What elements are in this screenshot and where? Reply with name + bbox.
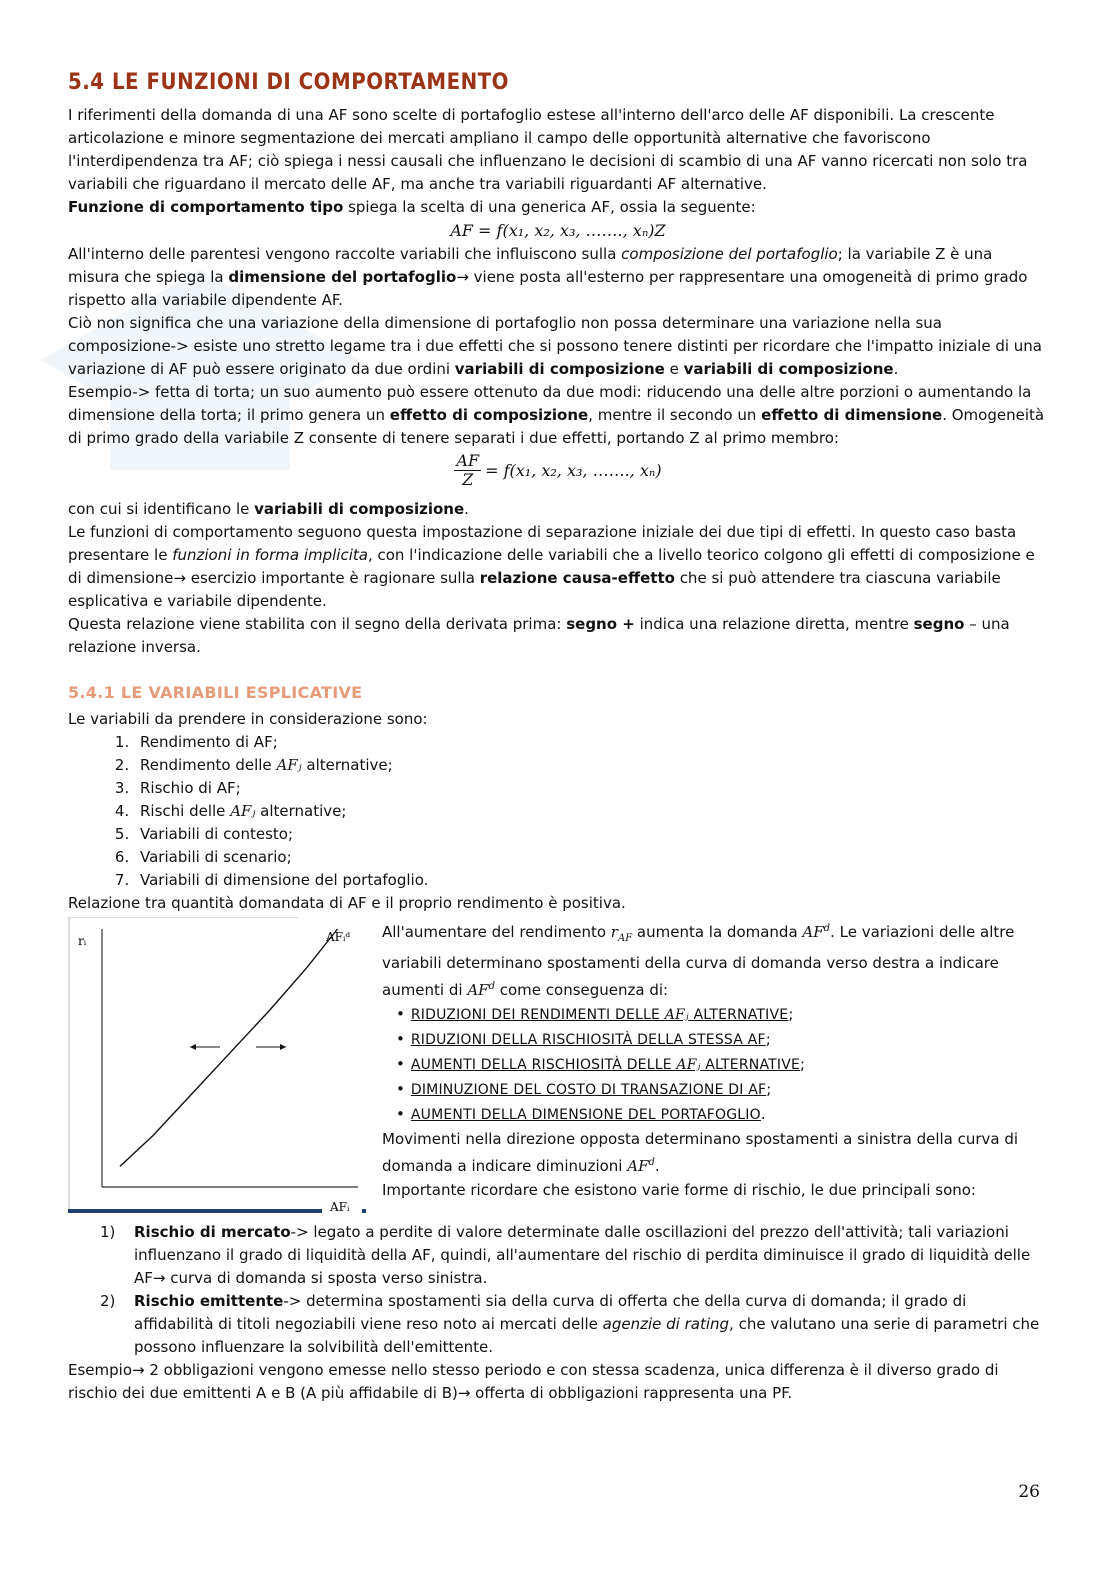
math-AFd	[467, 981, 495, 999]
fraction-denominator: Z	[462, 470, 474, 489]
text-run: Ciò non significa che una variazione della dimensione di portafoglio non possa determinare una variazione nella sua composizione-> esiste uno stretto legame tra i due effetti che si possono tenere distinti per ricordare che l'impatto iniziale di una variazione di AF può essere originato da due ordini	[68, 314, 1042, 378]
closing-example: Esempio→ 2 obbligazioni vengono emesse nello stesso periodo e con stessa scadenza, unica differenza è il diverso grado di rischio dei due emittenti A e B (A più affidabile di B)→ offerta di obbligazioni rappresenta una PF.	[68, 1361, 999, 1402]
bold-term: segno +	[566, 615, 635, 633]
y-axis-label: rᵢ	[78, 934, 87, 948]
text-run: .	[654, 1157, 660, 1175]
paragraph-implicit	[68, 521, 1048, 613]
bold-term: relazione causa-effetto	[479, 569, 675, 587]
bold-term: Funzione di comportamento tipo	[68, 198, 344, 216]
text-run: RIDUZIONI DEI RENDIMENTI DELLE	[410, 1007, 665, 1023]
list-item	[396, 1027, 1032, 1052]
relation-statement: Relazione tra quantità domandata di AF e il proprio rendimento è positiva.	[68, 894, 626, 912]
math-term: AF	[627, 1157, 649, 1175]
text-run: Rendimento delle	[140, 756, 277, 774]
text-run: spiega la scelta di una generica AF, ossia la seguente:	[343, 198, 756, 216]
underlined-item: DIMINUZIONE DEL COSTO DI TRANSAZIONE DI AF	[410, 1082, 767, 1098]
text-run: Rendimento di AF;	[140, 733, 278, 751]
variables-list	[68, 731, 1048, 892]
text-run: Rischio di AF;	[140, 779, 241, 797]
subsection-title: 5.4.1 LE VARIABILI ESPLICATIVE	[68, 683, 363, 702]
text-run: All'aumentare del rendimento	[382, 923, 611, 941]
list-item	[134, 754, 1048, 777]
paragraph-example-cake	[68, 381, 1048, 450]
text-run: .	[893, 360, 899, 378]
bold-term: effetto di composizione	[389, 406, 589, 424]
math-term: AF	[802, 923, 824, 941]
bold-term: Rischio emittente	[134, 1292, 284, 1310]
shift-left-arrow	[190, 1044, 220, 1050]
list-item	[396, 1002, 1032, 1027]
fraction-numerator: AF	[456, 451, 480, 470]
list-item	[134, 800, 1048, 823]
text-run: -> determina spostamenti sia della curva di offerta che della curva di domanda; il grado di affidabilità di titoli negoziabili viene reso noto ai mercati delle	[134, 1292, 967, 1333]
fig-paragraph-1	[382, 917, 1032, 1002]
text-run: All'interno delle parentesi vengono raccolte variabili che influiscono sulla	[68, 245, 622, 263]
text-run: , con l'indicazione delle variabili che a livello teorico colgono gli effetti di composizione e di dimensione→ esercizio importante è ragionare sulla	[68, 546, 1035, 587]
fraction	[454, 452, 481, 489]
risk-list	[68, 1221, 1048, 1359]
math-sub: AF	[617, 933, 633, 944]
math-AFd	[627, 1157, 655, 1175]
math-term: AF	[467, 981, 489, 999]
text-run: che si può attendere tra ciascuna variabile esplicativa e variabile dipendente.	[68, 569, 1001, 610]
bold-term: effetto di dimensione	[761, 406, 943, 424]
paragraph-function-type	[68, 196, 1048, 219]
text-run: ALTERNATIVE	[688, 1007, 789, 1023]
text-run: Variabili di contesto;	[140, 825, 294, 843]
text-run: – una relazione inversa.	[68, 615, 1010, 656]
math-term: r	[610, 923, 618, 941]
text-run: come conseguenza di:	[494, 981, 669, 999]
text-run: ;	[788, 1005, 794, 1023]
underlined-item	[411, 1057, 800, 1073]
math-term: AFⱼ	[230, 802, 256, 820]
text-run: . Le variazioni delle altre variabili determinano spostamenti della curva di domanda verso destra a indicare aumenti di	[382, 923, 1015, 999]
underlined-item	[411, 1007, 788, 1023]
list-item	[134, 731, 1048, 754]
math-AFd	[802, 923, 830, 941]
paragraph-sign	[68, 613, 1048, 659]
variables-lead: Le variabili da prendere in considerazione sono:	[68, 710, 428, 728]
text-run: Questa relazione viene stabilita con il segno della derivata prima:	[68, 615, 567, 633]
section-title: 5.4 LE FUNZIONI DI COMPORTAMENTO	[68, 70, 510, 95]
math-rAF	[610, 923, 633, 944]
math-term: AFⱼ	[664, 1007, 689, 1023]
text-run: ;	[800, 1055, 806, 1073]
text-run: .	[760, 1105, 766, 1123]
list-number: 2)	[100, 1292, 116, 1310]
intro-paragraph: I riferimenti della domanda di una AF sono scelte di portafoglio estese all'interno dell'arco delle AF disponibili. La crescente articolazione e minore segmentazione dei mercati ampliano il campo delle opportunità alternative che favoriscono l'interdipendenza tra AF; ciò spiega i nessi causali che influenzano le decisioni di scambio di una AF vanno ricercati non solo tra variabili che riguardano il mercato delle AF, ma anche tra variabili riguardanti AF alternative.	[68, 106, 1028, 193]
math-term: AFⱼ	[276, 756, 302, 774]
x-axis-label: AFᵢ	[330, 1200, 350, 1214]
fig-paragraph-2	[382, 1127, 1032, 1178]
figure-explanation	[382, 917, 1032, 1202]
curve-label: AFᵢᵈ	[326, 930, 351, 944]
italic-term: funzioni in forma implicita	[172, 546, 368, 564]
text-run: aumenta la domanda	[632, 923, 803, 941]
text-run: -> legato a perdite di valore determinate dalle oscillazioni del prezzo dell'attività; tali variazioni influenzano il grado di liquidità della AF, quindi, all'aumentare del rischio di perdita diminuisce il grado di liquidità delle AF→ curva di domanda si sposta verso sinistra.	[134, 1223, 1031, 1287]
paragraph-composition	[68, 243, 1048, 312]
text-run: . Omogeneità di primo grado della variabile Z consente di tenere separati i due effetti, portando Z al primo membro:	[68, 406, 1045, 447]
text-run: AUMENTI DELLA RISCHIOSITÀ DELLE	[410, 1057, 677, 1073]
text-run: Le funzioni di comportamento seguono questa impostazione di separazione iniziale dei due tipi di effetti. In questo caso basta presentare le	[68, 523, 1017, 564]
list-item	[396, 1102, 1032, 1127]
paragraph-dimension	[68, 312, 1048, 381]
bold-term: segno	[913, 615, 965, 633]
text-run: e	[664, 360, 684, 378]
list-item	[134, 869, 1048, 892]
bold-term: Rischio di mercato	[134, 1223, 291, 1241]
list-item	[134, 777, 1048, 800]
text-run: → viene posta all'esterno per rappresentare una omogeneità di primo grado rispetto alla variabile dipendente AF.	[68, 268, 1028, 309]
text-run: ;	[766, 1080, 772, 1098]
fraction-rhs: = f(x₁, x₂, x₃, ……., xₙ)	[485, 461, 662, 480]
math-term: AFⱼ	[676, 1057, 701, 1073]
text-run: alternative;	[255, 802, 347, 820]
text-run: ; la variabile Z è una misura che spiega la	[68, 245, 993, 286]
figure-row	[68, 917, 1048, 1217]
italic-term: agenzie di rating	[602, 1315, 730, 1333]
math-sup: d	[488, 981, 495, 992]
list-item	[100, 1290, 1048, 1359]
text-run: Variabili di scenario;	[140, 848, 292, 866]
axis-bar	[68, 1209, 322, 1213]
underlined-item: AUMENTI DELLA DIMENSIONE DEL PORTAFOGLIO	[410, 1107, 761, 1123]
text-run: Rischi delle	[140, 802, 231, 820]
math-sup: d	[648, 1157, 655, 1168]
bold-term: dimensione del portafoglio	[228, 268, 457, 286]
list-item	[396, 1052, 1032, 1077]
list-number: 1)	[100, 1223, 116, 1241]
list-item	[134, 823, 1048, 846]
math-sup: d	[823, 923, 831, 934]
bold-term: variabili di composizione	[254, 500, 465, 518]
text-run: Variabili di dimensione del portafoglio.	[140, 871, 429, 889]
bold-term: variabili di composizione	[683, 360, 894, 378]
formula-fraction	[68, 450, 1048, 498]
demand-curve-chart	[68, 917, 368, 1215]
text-run: alternative;	[301, 756, 393, 774]
page-content	[68, 68, 1048, 1405]
text-run: ALTERNATIVE	[700, 1057, 801, 1073]
axis-bar-dot	[362, 1209, 366, 1213]
fig-paragraph-3: Importante ricordare che esistono varie forme di rischio, le due principali sono:	[382, 1181, 976, 1199]
text-run: Movimenti nella direzione opposta determinano spostamenti a sinistra della curva di domanda a indicare diminuzioni	[382, 1130, 1019, 1175]
list-item	[134, 846, 1048, 869]
paragraph-identify	[68, 498, 1048, 521]
page-number: 26	[1018, 1482, 1040, 1502]
shift-causes-list	[382, 1002, 1032, 1127]
text-run: indica una relazione diretta, mentre	[634, 615, 914, 633]
shift-right-arrow	[256, 1044, 286, 1050]
bold-term: variabili di composizione	[454, 360, 665, 378]
italic-term: composizione del portafoglio	[621, 245, 838, 263]
text-run: Esempio-> fetta di torta; un suo aumento può essere ottenuto da due modi: riducendo una delle altre porzioni o aumentando la dimensione della torta; il primo genera un	[68, 383, 1032, 424]
text-run: con cui si identificano le	[68, 500, 255, 518]
underlined-item: RIDUZIONI DELLA RISCHIOSITÀ DELLA STESSA AF	[410, 1032, 766, 1048]
list-item	[100, 1221, 1048, 1290]
demand-curve-line	[120, 929, 338, 1166]
text-run: , mentre il secondo un	[588, 406, 762, 424]
formula-af: AF = f(x₁, x₂, x₃, ……., xₙ)Z	[450, 221, 666, 240]
text-run: , che valutano una serie di parametri che possono influenzare la solvibilità dell'emittente.	[134, 1315, 1040, 1356]
text-run: ;	[765, 1030, 771, 1048]
text-run: .	[464, 500, 469, 518]
list-item	[396, 1077, 1032, 1102]
